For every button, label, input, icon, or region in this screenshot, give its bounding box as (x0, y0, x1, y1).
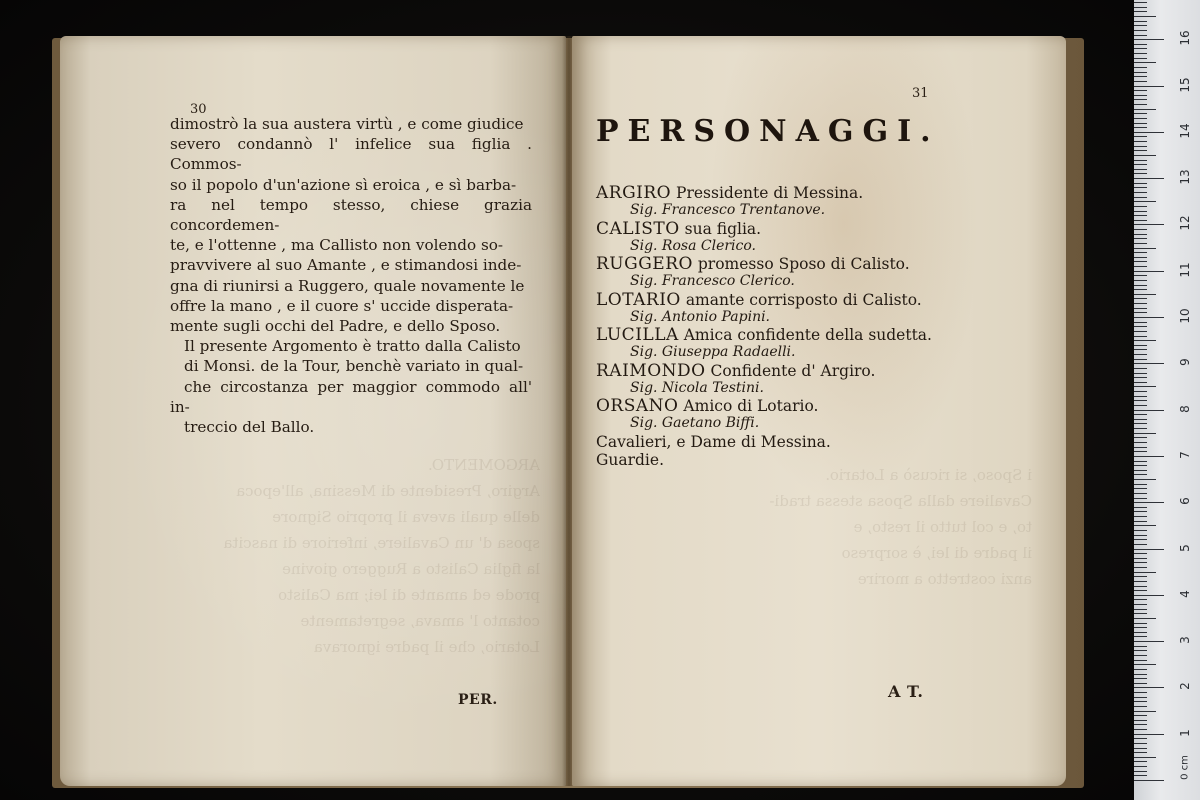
ruler-tick (1134, 419, 1147, 420)
ruler-tick (1134, 345, 1147, 346)
ruler-tick (1134, 618, 1156, 619)
ruler-tick (1134, 123, 1147, 124)
text-line: so il popolo d'un'azione sì eroica , e sì barba- (170, 175, 517, 194)
ruler-tick (1134, 470, 1147, 471)
open-book (24, 14, 1060, 786)
ruler-tick (1134, 447, 1147, 448)
ruler-tick (1134, 400, 1147, 401)
role-description: sua figlia. (684, 219, 762, 238)
ruler-tick (1134, 428, 1147, 429)
ruler-tick (1134, 178, 1164, 179)
cast-role-row (596, 326, 956, 344)
text-line: Il presente Argomento è tratto dalla Calisto (184, 337, 521, 356)
role-name: ORSANO (596, 396, 679, 416)
text-line: che circostanza per maggior commodo all' in- (170, 377, 532, 416)
ruler-tick (1134, 586, 1147, 587)
role-name: ARGIRO (596, 183, 672, 203)
ruler-tick (1134, 507, 1147, 508)
ruler-tick (1134, 234, 1147, 235)
ruler-tick (1134, 211, 1147, 212)
catchword-left: PER. (458, 692, 498, 708)
ruler-tick (1134, 2, 1147, 3)
text-line: dimostrò la sua austera virtù , e come giudice (170, 115, 524, 133)
ruler-tick (1134, 53, 1147, 54)
ruler-number: 16 (1178, 30, 1192, 46)
ruler-tick (1134, 81, 1147, 82)
ruler-tick (1134, 530, 1147, 531)
ruler-tick (1134, 627, 1147, 628)
ruler-tick (1134, 706, 1147, 707)
ruler-tick (1134, 127, 1147, 128)
ruler-tick (1134, 266, 1147, 267)
cast-role-row (596, 397, 956, 415)
ruler-tick (1134, 757, 1156, 758)
ruler-tick (1134, 224, 1164, 225)
ruler-tick (1134, 544, 1147, 545)
role-description: Confidente d' Argiro. (710, 361, 876, 380)
ruler-tick (1134, 664, 1156, 665)
ruler-tick (1134, 197, 1147, 198)
ruler-tick (1134, 132, 1164, 133)
ruler-tick (1134, 442, 1147, 443)
ruler-tick (1134, 752, 1147, 753)
ruler-tick (1134, 192, 1147, 193)
show-through-text-left: ARGOMENTO. Argiro, Presidente di Messina, all'epoca delle quali aveva il proprio Signore sposa d' un Cavaliere, inferiore di nascita la figlia Calisto a Ruggero giovine prode ed amante di lei; ma Calisto cotanto l' amava, segretamente Lotario, che il padre ignorava (223, 456, 540, 656)
role-description: amante corrisposto di Calisto. (685, 290, 922, 309)
ruler-tick (1134, 683, 1147, 684)
ruler-tick (1134, 261, 1147, 262)
ruler-tick (1134, 451, 1147, 452)
ruler-tick (1134, 701, 1147, 702)
ruler-tick (1134, 609, 1147, 610)
ruler-tick (1134, 35, 1147, 36)
ruler-tick (1134, 312, 1147, 313)
ruler-tick (1134, 465, 1147, 466)
ruler-tick (1134, 488, 1147, 489)
ruler-tick (1134, 109, 1156, 110)
ruler-tick (1134, 99, 1147, 100)
ruler-tick (1134, 655, 1147, 656)
ruler-tick (1134, 674, 1147, 675)
ruler-tick (1134, 62, 1156, 63)
ruler-tick (1134, 511, 1147, 512)
ruler-tick (1134, 646, 1147, 647)
ruler-tick (1134, 25, 1147, 26)
show-through-text-right: i Sposo, si ricusò a Lotario. Cavaliere dalla Sposa stessa tradi- to, e col tutto il resto, e il padre di lei, è sorpreso anzi costretto a morire (769, 466, 1032, 588)
ruler-tick (1134, 271, 1164, 272)
ruler-tick (1134, 72, 1147, 73)
role-description: Amico di Lotario. (683, 397, 819, 415)
ruler-tick (1134, 294, 1156, 295)
ruler-tick (1134, 766, 1147, 767)
ruler-tick (1134, 498, 1147, 499)
ruler-tick (1134, 687, 1164, 688)
ruler-tick (1134, 391, 1147, 392)
ruler-number: 14 (1178, 123, 1192, 139)
ruler-tick (1134, 331, 1147, 332)
ruler-tick (1134, 183, 1147, 184)
ruler-tick (1134, 692, 1147, 693)
ruler-tick (1134, 576, 1147, 577)
ruler-tick (1134, 720, 1147, 721)
ruler-tick (1134, 285, 1147, 286)
ruler-tick (1134, 423, 1147, 424)
ruler-tick (1134, 44, 1147, 45)
text-line: offre la mano , e il cuore s' uccide disperata- (170, 296, 514, 315)
ruler-tick (1134, 322, 1147, 323)
ruler-tick (1134, 90, 1147, 91)
ruler-tick (1134, 257, 1147, 258)
ruler-tick (1134, 252, 1147, 253)
ruler-tick (1134, 146, 1147, 147)
performer-name: Sig. Francesco Trentanove. (630, 202, 826, 218)
ruler-tick (1134, 141, 1147, 142)
ruler-tick (1134, 30, 1147, 31)
ruler-tick (1134, 113, 1147, 114)
ruler-tick (1134, 396, 1147, 397)
text-line: te, e l'ottenne , ma Callisto non volendo so- (170, 236, 504, 255)
role-name: LUCILLA (596, 325, 679, 345)
ruler-tick (1134, 729, 1147, 730)
ruler-tick (1134, 539, 1147, 540)
ruler-tick (1134, 368, 1147, 369)
ruler-tick (1134, 104, 1147, 105)
ruler-tick (1134, 724, 1147, 725)
cast-extra: Cavalieri, e Dame di Messina. (596, 432, 831, 451)
ruler-tick (1134, 243, 1147, 244)
page-heading: PERSONAGGI. (596, 114, 940, 149)
ruler-number: 4 (1178, 589, 1192, 598)
ruler-tick (1134, 641, 1164, 642)
performer-name: Sig. Rosa Clerico. (630, 237, 756, 254)
catchword-right: A T. (888, 682, 924, 701)
ruler-tick (1134, 553, 1147, 554)
ruler-tick (1134, 493, 1147, 494)
cast-role-row (596, 184, 956, 202)
left-page (60, 36, 566, 786)
ruler-tick (1134, 761, 1147, 762)
ruler-number: 8 (1178, 404, 1192, 413)
cast-role-row (596, 220, 956, 238)
ruler-tick (1134, 437, 1147, 438)
ruler-number: 2 (1178, 682, 1192, 691)
ruler-tick (1134, 461, 1147, 462)
ruler-tick (1134, 632, 1147, 633)
right-page (572, 36, 1066, 786)
ruler-tick (1134, 187, 1147, 188)
ruler-tick (1134, 502, 1164, 503)
ruler-tick (1134, 433, 1156, 434)
performer-name: Sig. Antonio Papini. (630, 308, 771, 325)
ruler-tick (1134, 95, 1147, 96)
ruler-tick (1134, 562, 1147, 563)
ruler-tick (1134, 160, 1147, 161)
ruler-tick (1134, 303, 1147, 304)
ruler-number: 5 (1178, 543, 1192, 552)
ruler-tick (1134, 359, 1147, 360)
role-name: CALISTO (596, 218, 680, 239)
ruler-tick (1134, 386, 1156, 387)
text-line: gna di riunirsi a Ruggero, quale novamente le (170, 276, 525, 295)
ruler-tick (1134, 289, 1147, 290)
ruler-tick (1134, 16, 1156, 17)
ruler-tick (1134, 599, 1147, 600)
ruler-tick (1134, 521, 1147, 522)
ruler-tick (1134, 382, 1147, 383)
ruler-tick (1134, 581, 1147, 582)
ruler-tick (1134, 535, 1147, 536)
ruler-tick (1134, 410, 1164, 411)
performer-name: Sig. Giuseppa Radaelli. (630, 344, 796, 360)
ruler-number: 10 (1178, 308, 1192, 324)
ruler-tick (1134, 11, 1147, 12)
ruler-tick (1134, 118, 1147, 119)
ruler-number: 6 (1178, 497, 1192, 506)
ruler-tick (1134, 354, 1147, 355)
role-description: Amica confidente della sudetta. (683, 326, 932, 344)
paragraph-1 (170, 114, 532, 336)
cast-extra: Guardie. (596, 450, 664, 469)
ruler-tick (1134, 525, 1156, 526)
ruler-tick (1134, 248, 1156, 249)
ruler-number: 3 (1178, 636, 1192, 644)
cast-list (596, 184, 956, 469)
text-line: treccio del Ballo. (184, 418, 315, 437)
text-line: pravvivere al suo Amante , e stimandosi inde- (170, 256, 522, 275)
cast-role-row (596, 255, 956, 273)
ruler-tick (1134, 572, 1156, 573)
ruler-tick (1134, 215, 1147, 216)
ruler-tick (1134, 650, 1147, 651)
ruler-tick (1134, 484, 1147, 485)
ruler-tick (1134, 363, 1164, 364)
ruler-tick (1134, 516, 1147, 517)
text-line: severo condannò l' infelice sua figlia . Commos- (170, 135, 532, 174)
ruler-tick (1134, 613, 1147, 614)
ruler-tick (1134, 150, 1147, 151)
ruler-tick (1134, 155, 1156, 156)
ruler-tick (1134, 734, 1164, 735)
text-line: di Monsi. de la Tour, benchè variato in qual- (184, 357, 524, 376)
measuring-ruler (1134, 0, 1200, 800)
ruler-tick (1134, 86, 1164, 87)
ruler-tick (1134, 340, 1156, 341)
performer-name: Sig. Gaetano Biffi. (630, 415, 760, 431)
ruler-tick (1134, 21, 1147, 22)
ruler-tick (1134, 590, 1147, 591)
ruler-tick (1134, 317, 1164, 318)
ruler-tick (1134, 636, 1147, 637)
ruler-tick (1134, 7, 1147, 8)
text-line: mente sugli occhi del Padre, e dello Sposo. (170, 317, 501, 336)
ruler-tick (1134, 229, 1147, 230)
ruler-tick (1134, 206, 1147, 207)
ruler-number: 11 (1178, 262, 1192, 278)
role-name: RAIMONDO (596, 360, 706, 381)
ruler-tick (1134, 567, 1147, 568)
ruler-tick (1134, 711, 1156, 712)
performer-name: Sig. Francesco Clerico. (630, 273, 795, 289)
paragraph-2 (170, 336, 532, 437)
ruler-tick (1134, 558, 1147, 559)
ruler-tick (1134, 349, 1147, 350)
ruler-tick (1134, 405, 1147, 406)
role-description: promesso Sposo di Calisto. (697, 255, 910, 273)
ruler-tick (1134, 456, 1164, 457)
text-line: ra nel tempo stesso, chiese grazia concordemen- (170, 195, 532, 235)
ruler-tick (1134, 298, 1147, 299)
ruler-tick (1134, 775, 1147, 776)
ruler-tick (1134, 280, 1147, 281)
ruler-tick (1134, 660, 1147, 661)
ruler-tick (1134, 48, 1147, 49)
ruler-tick (1134, 479, 1156, 480)
ruler-tick (1134, 136, 1147, 137)
ruler-tick (1134, 275, 1147, 276)
ruler-tick (1134, 604, 1147, 605)
ruler-tick (1134, 697, 1147, 698)
ruler-tick (1134, 201, 1156, 202)
ruler-tick (1134, 669, 1147, 670)
ruler-tick (1134, 748, 1147, 749)
role-description: Pressidente di Messina. (676, 184, 864, 202)
ruler-tick (1134, 549, 1164, 550)
ruler-tick (1134, 39, 1164, 40)
ruler-tick (1134, 238, 1147, 239)
ruler-tick (1134, 67, 1147, 68)
ruler-tick (1134, 743, 1147, 744)
ruler-tick (1134, 771, 1147, 772)
role-name: LOTARIO (596, 289, 681, 310)
cast-role-row (596, 362, 956, 380)
ruler-tick (1134, 173, 1147, 174)
ruler-tick (1134, 76, 1147, 77)
ruler-tick (1134, 377, 1147, 378)
page-number-right: 31 (912, 86, 929, 101)
ruler-tick (1134, 474, 1147, 475)
ruler-tick (1134, 220, 1147, 221)
ruler-tick (1134, 715, 1147, 716)
role-name: RUGGERO (596, 254, 693, 274)
ruler-number: 7 (1178, 451, 1192, 459)
ruler-tick (1134, 336, 1147, 337)
ruler-tick (1134, 678, 1147, 679)
left-body-text (170, 114, 532, 437)
ruler-tick (1134, 169, 1147, 170)
ruler-tick (1134, 595, 1164, 596)
ruler-tick (1134, 623, 1147, 624)
ruler-tick (1134, 373, 1147, 374)
performer-name: Sig. Nicola Testini. (630, 379, 764, 396)
ruler-unit-label: 0 cm (1179, 755, 1191, 780)
ruler-number: 13 (1178, 169, 1192, 185)
ruler-number: 1 (1178, 728, 1192, 737)
cast-role-row (596, 291, 956, 309)
ruler-tick (1134, 780, 1164, 781)
ruler-tick (1134, 308, 1147, 309)
ruler-tick (1134, 738, 1147, 739)
ruler-tick (1134, 58, 1147, 59)
ruler-number: 15 (1178, 76, 1192, 93)
ruler-number: 9 (1178, 358, 1192, 367)
page-number-left: 30 (190, 102, 207, 117)
ruler-tick (1134, 326, 1147, 327)
ruler-number: 12 (1178, 215, 1192, 232)
ruler-tick (1134, 164, 1147, 165)
ruler-tick (1134, 414, 1147, 415)
